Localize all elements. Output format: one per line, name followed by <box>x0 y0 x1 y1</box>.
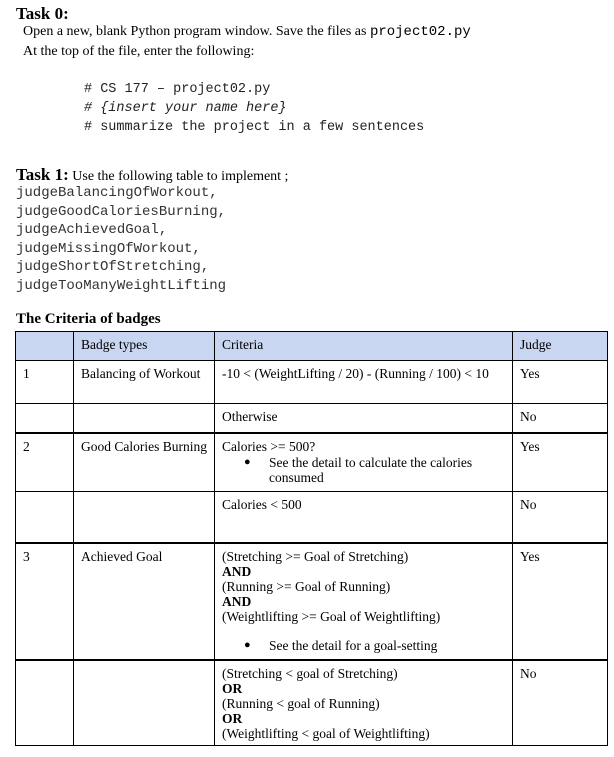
criteria-cell <box>215 660 513 746</box>
function-name: judgeGoodCaloriesBurning, <box>16 204 227 220</box>
judge-cell: Yes <box>513 361 608 404</box>
bullet-text: See the detail for a goal-setting <box>269 637 438 653</box>
header-cell: Badge types <box>74 332 215 361</box>
judge-cell: No <box>513 660 608 746</box>
judge-cell: No <box>513 492 608 543</box>
judge-cell: Yes <box>513 543 608 660</box>
task1-title: Task 1: <box>16 165 69 184</box>
criteria-text: Calories >= 500? <box>222 438 316 454</box>
criteria-cell: Otherwise <box>215 404 513 433</box>
task0-filename: project02.py <box>369 24 471 40</box>
task1-intro: Use the following table to implement ; <box>68 169 289 184</box>
code-line: # {insert your name here} <box>84 101 287 116</box>
criteria-cell: Calories < 500 <box>215 492 513 543</box>
badge-type: Good Calories Burning <box>74 433 215 492</box>
bullet-item <box>244 638 505 653</box>
task1-heading <box>16 165 288 185</box>
criteria-text: (Weightlifting < goal of Weightlifting) <box>222 725 430 741</box>
row-number: 1 <box>16 361 74 404</box>
table-row <box>16 361 608 404</box>
criteria-text: (Running >= Goal of Running) <box>222 578 391 594</box>
header-code-block <box>84 80 424 137</box>
task0-line2: At the top of the file, enter the following: <box>23 44 255 59</box>
bullet-icon: ● <box>244 455 251 468</box>
task0-instruction <box>23 24 471 40</box>
bullet-text: See the detail to calculate the calories consumed <box>269 454 473 485</box>
badge-type: Balancing of Workout <box>74 361 215 404</box>
table-row <box>16 660 608 746</box>
code-line: # CS 177 – project02.py <box>84 82 271 97</box>
criteria-text: (Stretching < goal of Stretching) <box>222 665 398 681</box>
row-number: 2 <box>16 433 74 492</box>
task0-line1: Open a new, blank Python program window. Save the files as <box>23 24 370 39</box>
criteria-cell: -10 < (WeightLifting / 20) - (Running / 100) < 10 <box>215 361 513 404</box>
header-cell <box>16 332 74 361</box>
function-name: judgeMissingOfWorkout, <box>16 241 201 257</box>
judge-cell: No <box>513 404 608 433</box>
or-keyword: OR <box>222 710 243 726</box>
judge-cell: Yes <box>513 433 608 492</box>
header-cell: Judge <box>513 332 608 361</box>
table-row <box>16 492 608 543</box>
and-keyword: AND <box>222 593 252 609</box>
table-caption: The Criteria of badges <box>16 311 161 327</box>
code-line: # summarize the project in a few sentences <box>84 120 425 135</box>
badge-type: Achieved Goal <box>74 543 215 660</box>
criteria-text: (Running < goal of Running) <box>222 695 380 711</box>
criteria-text: (Stretching >= Goal of Stretching) <box>222 548 409 564</box>
function-name: judgeShortOfStretching, <box>16 259 210 275</box>
or-keyword: OR <box>222 680 243 696</box>
header-cell: Criteria <box>215 332 513 361</box>
and-keyword: AND <box>222 563 252 579</box>
criteria-cell <box>215 433 513 492</box>
function-name: judgeAchievedGoal, <box>16 222 168 238</box>
table-header-row <box>16 332 608 361</box>
task0-title: Task 0: <box>16 4 69 23</box>
table-row <box>16 543 608 660</box>
criteria-table <box>15 331 608 746</box>
criteria-text: (Weightlifting >= Goal of Weightlifting) <box>222 608 441 624</box>
function-name: judgeTooManyWeightLifting <box>16 278 227 294</box>
bullet-icon: ● <box>244 638 251 651</box>
row-number: 3 <box>16 543 74 660</box>
table-row <box>16 433 608 492</box>
table-row <box>16 404 608 433</box>
function-name: judgeBalancingOfWorkout, <box>16 185 218 201</box>
bullet-item <box>244 455 505 485</box>
criteria-cell <box>215 543 513 660</box>
